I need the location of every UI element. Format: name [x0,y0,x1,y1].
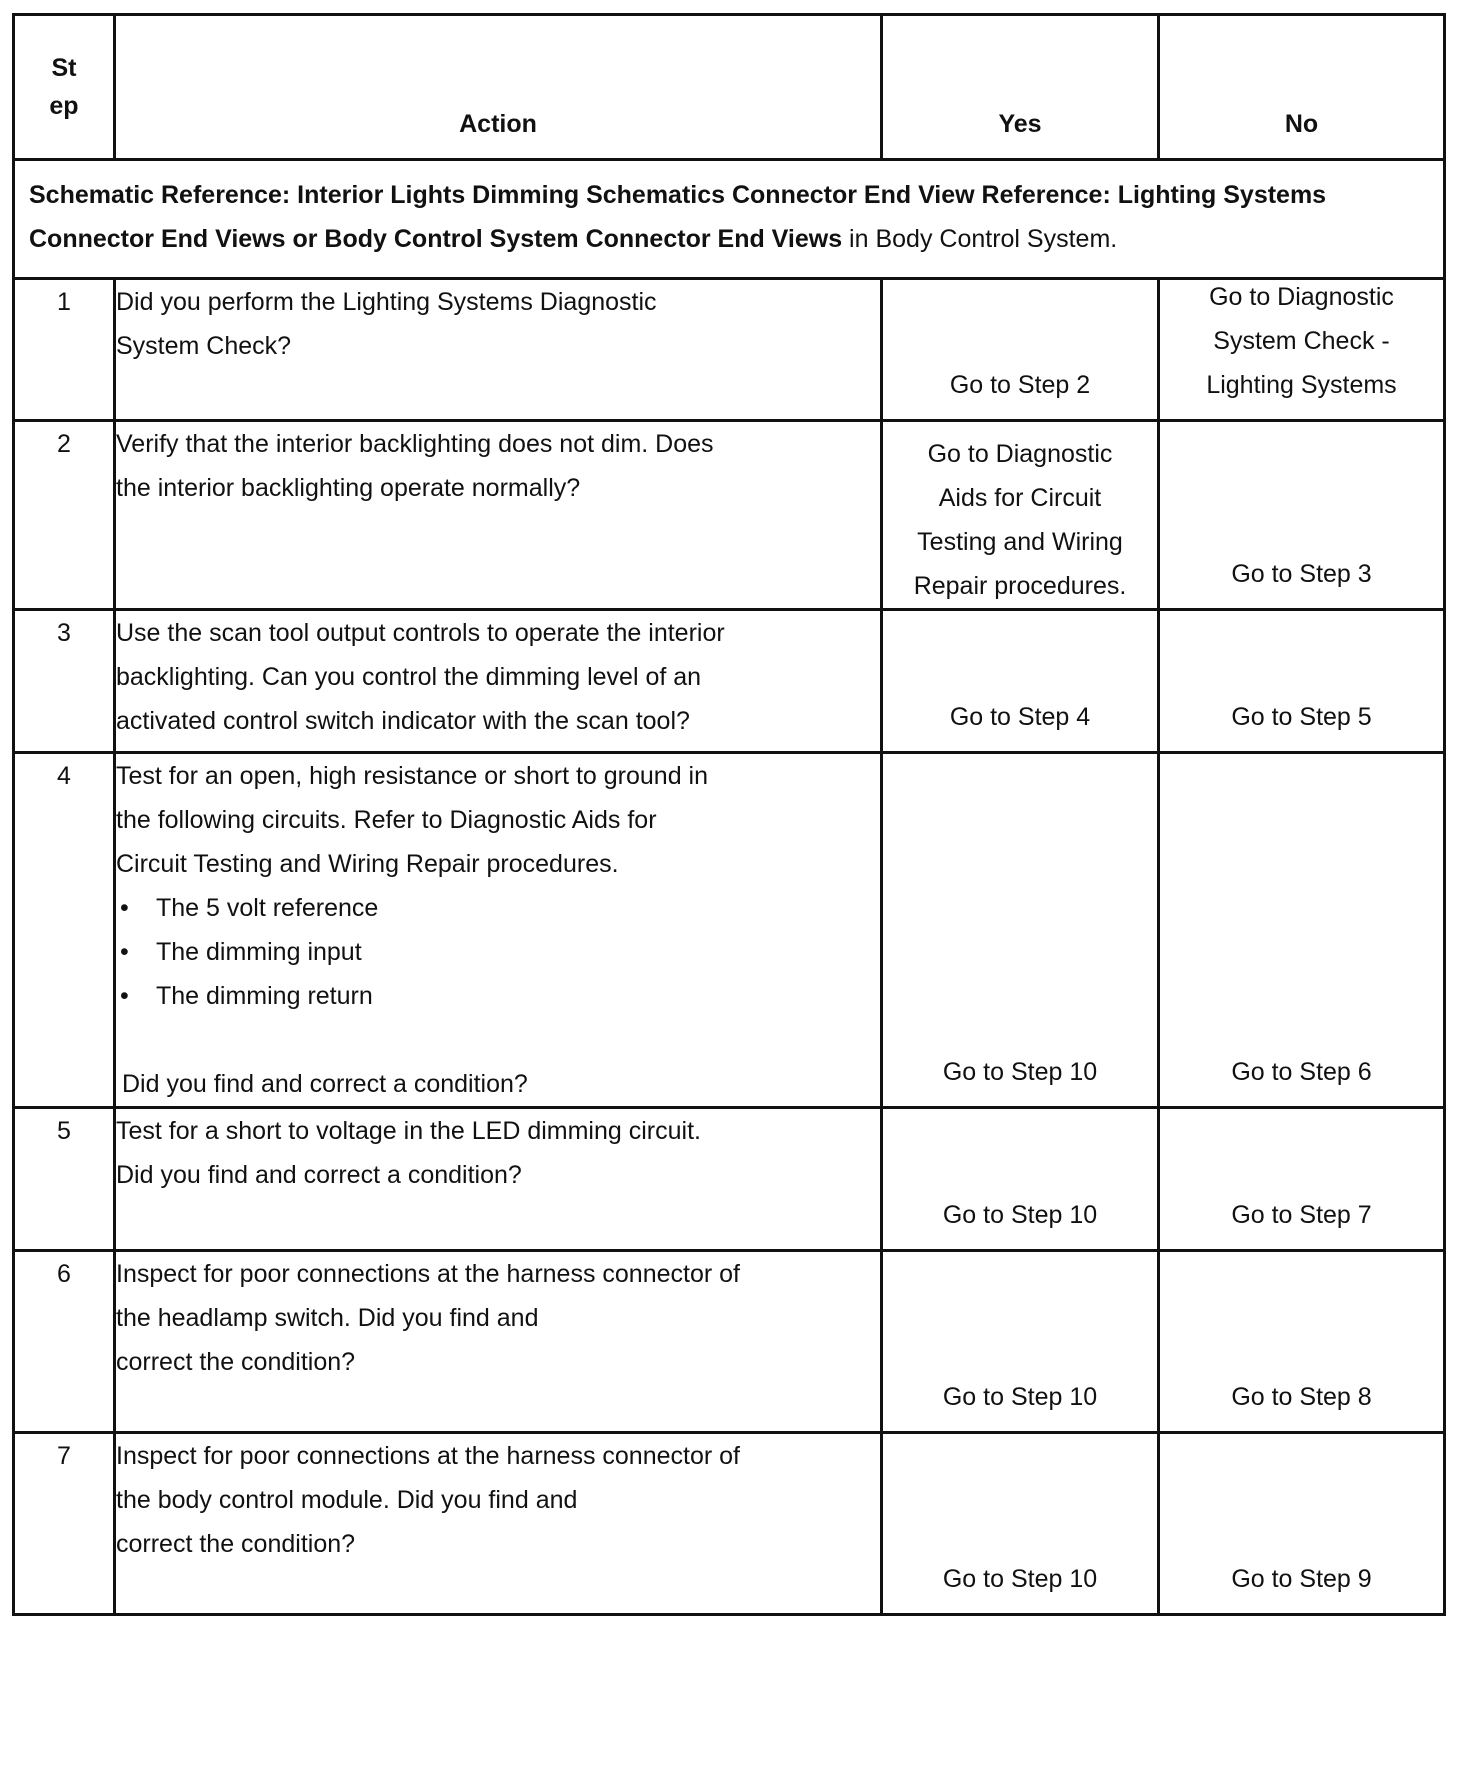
action-cell [115,279,882,421]
yes-text [883,422,1157,608]
action-line: Inspect for poor connections at the harness connector of [116,1260,740,1288]
table-row [14,1433,1445,1615]
yes-line: Aids for Circuit [938,484,1102,512]
no-text [1160,695,1443,739]
no-cell [1159,753,1445,1108]
table-row [14,1251,1445,1433]
yes-cell [882,753,1159,1108]
step-header-line2: ep [49,92,79,120]
yes-line: Go to Step 4 [949,703,1091,731]
no-cell [1159,1108,1445,1251]
no-line: Go to Step 3 [1231,560,1372,588]
no-line: Lighting Systems [1206,371,1397,399]
no-text [1160,1050,1443,1094]
bullet-item: • The dimming input [116,930,880,974]
reference-row [14,160,1445,279]
action-line: Verify that the interior backlighting does not dim. Does [116,430,714,458]
yes-text [883,1557,1157,1601]
no-line: Go to Step 6 [1231,1058,1372,1086]
yes-line: Repair procedures. [913,572,1127,600]
yes-cell [882,1108,1159,1251]
action-line: Did you find and correct a condition? [116,1161,522,1189]
no-line: Go to Step 7 [1231,1201,1372,1229]
no-cell [1159,1251,1445,1433]
action-line: the headlamp switch. Did you find and [116,1304,539,1332]
no-text [1160,552,1443,596]
action-cell [115,610,882,753]
action-cell [115,421,882,610]
no-text [1160,275,1443,407]
table-row [14,421,1445,610]
action-line: backlighting. Can you control the dimming level of an [116,663,702,691]
yes-cell [882,1433,1159,1615]
yes-text [883,695,1157,739]
yes-line: Go to Step 10 [942,1058,1098,1086]
yes-cell [882,1251,1159,1433]
action-line: activated control switch indicator with the scan tool? [116,707,690,735]
table-row [14,1108,1445,1251]
no-line: Go to Step 5 [1231,703,1372,731]
yes-line: Go to Step 10 [942,1201,1098,1229]
action-line: Test for an open, high resistance or short to ground in [116,762,709,790]
no-header: No [1159,15,1445,160]
yes-header: Yes [882,15,1159,160]
action-line: Circuit Testing and Wiring Repair procedures. [116,850,619,878]
table-row [14,279,1445,421]
action-cell [115,753,882,1108]
action-line: the following circuits. Refer to Diagnostic Aids for [116,806,657,834]
bullet-item: • The dimming return [116,974,880,1018]
action-line: System Check? [116,332,292,360]
no-line: Go to Diagnostic [1209,283,1394,311]
yes-text [883,363,1157,407]
reference-bold-text: Schematic Reference: Interior Lights Dimming Schematics Connector End View Reference: Lighting Systems Connector End Views or Body Control System Connector End Views [29,181,1327,253]
header-row [14,15,1445,160]
no-line: System Check - [1213,327,1390,355]
step-number: 3 [14,610,115,753]
action-line: Did you perform the Lighting Systems Diagnostic [116,288,657,316]
action-line: Use the scan tool output controls to operate the interior [116,619,725,647]
action-cell [115,1108,882,1251]
step-header-line1: St [51,54,77,82]
action-cell [115,1433,882,1615]
reference-plain-text: in Body Control System. [842,225,1118,253]
action-line: the interior backlighting operate normally? [116,474,581,502]
yes-cell [882,279,1159,421]
no-line: Go to Step 8 [1231,1383,1372,1411]
no-cell [1159,421,1445,610]
yes-text [883,1193,1157,1237]
yes-cell [882,610,1159,753]
action-cell [115,1251,882,1433]
table-row [14,753,1445,1108]
no-cell [1159,610,1445,753]
no-line: Go to Step 9 [1231,1565,1372,1593]
no-text [1160,1375,1443,1419]
diagnostic-table [12,13,1446,1616]
action-line: Inspect for poor connections at the harness connector of [116,1442,740,1470]
yes-line: Go to Diagnostic [927,440,1113,468]
table-row [14,610,1445,753]
no-cell [1159,1433,1445,1615]
action-line: correct the condition? [116,1530,356,1558]
step-number: 5 [14,1108,115,1251]
action-line: Test for a short to voltage in the LED dimming circuit. [116,1117,701,1145]
step-number: 2 [14,421,115,610]
yes-line: Go to Step 10 [942,1383,1098,1411]
no-text [1160,1193,1443,1237]
yes-cell [882,421,1159,610]
action-line: correct the condition? [116,1348,356,1376]
step-number: 1 [14,279,115,421]
yes-text [883,1375,1157,1419]
bullet-list [116,886,880,1018]
action-question: Did you find and correct a condition? [122,1070,528,1098]
yes-line: Testing and Wiring [917,528,1123,556]
action-line: the body control module. Did you find and [116,1486,578,1514]
step-number: 4 [14,753,115,1108]
yes-line: Go to Step 2 [949,371,1091,399]
reference-cell [14,160,1445,279]
step-header [14,15,115,160]
yes-text [883,1050,1157,1094]
action-header: Action [115,15,882,160]
bullet-item: • The 5 volt reference [116,886,880,930]
step-number: 7 [14,1433,115,1615]
no-text [1160,1557,1443,1601]
step-number: 6 [14,1251,115,1433]
yes-line: Go to Step 10 [942,1565,1098,1593]
no-cell [1159,279,1445,421]
step-rows [14,279,1445,1615]
